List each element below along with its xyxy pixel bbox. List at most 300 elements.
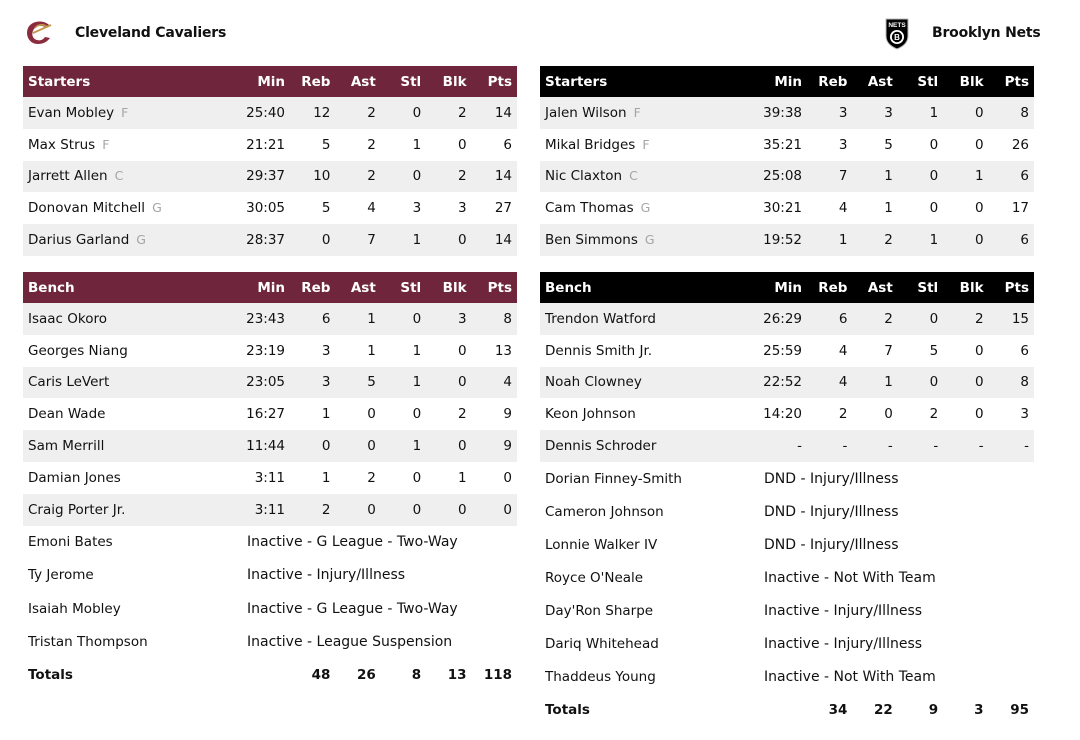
stat-reb: 4 (807, 335, 852, 367)
player-name-link[interactable]: Darius Garland (28, 232, 130, 249)
header-pts[interactable]: Pts (472, 272, 517, 303)
stat-ast: 1 (852, 367, 897, 399)
nets-shield-logo-icon (880, 16, 914, 50)
header-reb[interactable]: Reb (290, 272, 335, 303)
inactive-player-row (23, 559, 517, 592)
header-blk[interactable]: Blk (426, 66, 471, 97)
away-starters-header-row (540, 66, 1034, 97)
player-name-link[interactable]: Lonnie Walker IV (545, 536, 658, 553)
totals-ast: 22 (852, 694, 897, 727)
player-name-link[interactable]: Day'Ron Sharpe (545, 602, 654, 619)
stat-stl: 1 (381, 224, 426, 256)
player-cell (540, 661, 752, 694)
stat-blk: 0 (426, 494, 471, 526)
totals-min (752, 694, 807, 727)
player-row (23, 430, 517, 462)
player-cell (540, 462, 752, 495)
cavaliers-c-logo-icon (22, 16, 56, 50)
stat-pts: - (989, 430, 1034, 462)
stat-blk: 0 (426, 430, 471, 462)
inactive-player-row (540, 528, 1034, 561)
player-name-link[interactable]: Nic Claxton (545, 168, 623, 185)
stat-blk: 0 (426, 367, 471, 399)
away-bench-table (540, 272, 1034, 727)
inactive-status: Inactive - Not With Team (752, 661, 1034, 694)
header-ast[interactable]: Ast (852, 272, 897, 303)
stat-stl: 0 (381, 462, 426, 494)
player-row (540, 430, 1034, 462)
stat-min: 23:43 (235, 303, 290, 335)
player-name-link[interactable]: Trendon Watford (545, 310, 656, 327)
stat-min: 22:52 (752, 367, 807, 399)
home-team-name[interactable]: Cleveland Cavaliers (75, 25, 227, 41)
header-pts[interactable]: Pts (989, 66, 1034, 97)
player-name-link[interactable]: Caris LeVert (28, 374, 110, 391)
stat-min: 11:44 (235, 430, 290, 462)
header-min[interactable]: Min (752, 66, 807, 97)
player-name-link[interactable]: Georges Niang (28, 342, 128, 359)
stat-ast: 7 (852, 335, 897, 367)
player-cell (23, 161, 235, 193)
header-stl[interactable]: Stl (898, 272, 943, 303)
stat-min: 29:37 (235, 161, 290, 193)
player-cell (23, 559, 235, 592)
player-row (540, 129, 1034, 161)
stat-blk: 0 (426, 224, 471, 256)
stat-reb: 2 (807, 398, 852, 430)
player-row (23, 398, 517, 430)
player-name-link[interactable]: Jarrett Allen (28, 168, 108, 185)
player-cell (540, 129, 752, 161)
stat-pts: 27 (472, 192, 517, 224)
stat-pts: 13 (472, 335, 517, 367)
stat-blk: 0 (943, 129, 988, 161)
header-blk[interactable]: Blk (426, 272, 471, 303)
stat-min: 26:29 (752, 303, 807, 335)
player-name-link[interactable]: Cam Thomas (545, 200, 634, 217)
stat-stl: 2 (898, 398, 943, 430)
stat-reb: 3 (290, 335, 335, 367)
stat-min: 35:21 (752, 129, 807, 161)
stat-ast: 7 (335, 224, 380, 256)
stat-blk: 0 (426, 129, 471, 161)
stat-blk: 3 (426, 303, 471, 335)
player-row (23, 303, 517, 335)
stat-stl: 0 (898, 192, 943, 224)
stat-min: 28:37 (235, 224, 290, 256)
header-stl[interactable]: Stl (381, 272, 426, 303)
player-position: C (114, 168, 124, 184)
stat-ast: - (852, 430, 897, 462)
player-row (23, 192, 517, 224)
header-blk[interactable]: Blk (943, 272, 988, 303)
totals-pts: 118 (472, 658, 517, 691)
header-min[interactable]: Min (235, 272, 290, 303)
stat-min: 16:27 (235, 398, 290, 430)
totals-stl: 9 (898, 694, 943, 727)
inactive-status: Inactive - G League - Two-Way (235, 592, 517, 625)
header-bench: Bench (23, 272, 235, 303)
stat-min: 30:21 (752, 192, 807, 224)
stat-min: 25:59 (752, 335, 807, 367)
home-bench-header-row (23, 272, 517, 303)
inactive-player-row (540, 561, 1034, 594)
stat-pts: 6 (472, 129, 517, 161)
stat-min: 3:11 (235, 462, 290, 494)
stat-min: - (752, 430, 807, 462)
stat-blk: 0 (943, 97, 988, 129)
player-row (540, 335, 1034, 367)
stat-ast: 0 (335, 494, 380, 526)
player-cell (540, 528, 752, 561)
player-name-link[interactable]: Royce O'Neale (545, 569, 644, 586)
stat-ast: 3 (852, 97, 897, 129)
stat-pts: 8 (989, 367, 1034, 399)
stat-ast: 5 (335, 367, 380, 399)
stat-pts: 14 (472, 97, 517, 129)
header-reb[interactable]: Reb (807, 272, 852, 303)
stat-min: 25:40 (235, 97, 290, 129)
player-row (540, 303, 1034, 335)
stat-pts: 4 (472, 367, 517, 399)
totals-label: Totals (540, 694, 752, 727)
stat-pts: 0 (472, 494, 517, 526)
player-name-link[interactable]: Noah Clowney (545, 374, 642, 391)
player-name-link[interactable]: Dennis Smith Jr. (545, 342, 653, 359)
home-starters-header-row (23, 66, 517, 97)
stat-reb: - (807, 430, 852, 462)
player-cell (23, 224, 235, 256)
header-bench: Bench (540, 272, 752, 303)
header-ast[interactable]: Ast (852, 66, 897, 97)
inactive-status: Inactive - League Suspension (235, 625, 517, 658)
player-name-link[interactable]: Isaac Okoro (28, 310, 108, 327)
player-cell (540, 224, 752, 256)
player-name-link[interactable]: Isaiah Mobley (28, 600, 121, 617)
player-cell (23, 97, 235, 129)
stat-pts: 6 (989, 335, 1034, 367)
stat-stl: 5 (898, 335, 943, 367)
stat-ast: 2 (852, 303, 897, 335)
away-team-name[interactable]: Brooklyn Nets (932, 25, 1041, 41)
stat-reb: 0 (290, 224, 335, 256)
stat-pts: 0 (472, 462, 517, 494)
player-row (23, 129, 517, 161)
svg-text:B: B (894, 33, 900, 42)
stat-pts: 3 (989, 398, 1034, 430)
totals-label: Totals (23, 658, 235, 691)
stat-reb: 3 (290, 367, 335, 399)
player-position: G (644, 232, 655, 248)
player-row (23, 161, 517, 193)
stat-min: 39:38 (752, 97, 807, 129)
player-name-link[interactable]: Keon Johnson (545, 406, 636, 423)
stat-pts: 9 (472, 398, 517, 430)
player-row (540, 398, 1034, 430)
stat-min: 30:05 (235, 192, 290, 224)
inactive-status: DND - Injury/Illness (752, 462, 1034, 495)
totals-blk: 13 (426, 658, 471, 691)
stat-stl: 0 (898, 161, 943, 193)
inactive-status: Inactive - G League - Two-Way (235, 526, 517, 559)
stat-blk: 0 (943, 367, 988, 399)
stat-reb: 4 (807, 367, 852, 399)
player-cell (540, 335, 752, 367)
stat-min: 3:11 (235, 494, 290, 526)
inactive-status: Inactive - Injury/Illness (752, 594, 1034, 627)
header-min[interactable]: Min (235, 66, 290, 97)
away-team-header (880, 14, 1041, 52)
stat-blk: - (943, 430, 988, 462)
player-cell (540, 161, 752, 193)
stat-reb: 2 (290, 494, 335, 526)
inactive-player-row (540, 594, 1034, 627)
stat-reb: 3 (807, 97, 852, 129)
player-row (23, 335, 517, 367)
stat-blk: 0 (943, 224, 988, 256)
inactive-player-row (540, 495, 1034, 528)
stat-pts: 14 (472, 161, 517, 193)
stat-ast: 0 (335, 430, 380, 462)
stat-min: 19:52 (752, 224, 807, 256)
player-name-link[interactable]: Mikal Bridges (545, 136, 636, 153)
player-name-link[interactable]: Dorian Finney-Smith (545, 470, 682, 487)
inactive-player-row (23, 592, 517, 625)
inactive-player-row (23, 625, 517, 658)
stat-reb: 0 (290, 430, 335, 462)
stat-stl: 1 (898, 97, 943, 129)
stat-min: 23:19 (235, 335, 290, 367)
header-ast[interactable]: Ast (335, 272, 380, 303)
away-bench-header-row (540, 272, 1034, 303)
header-pts[interactable]: Pts (989, 272, 1034, 303)
stat-ast: 1 (852, 192, 897, 224)
stat-ast: 2 (335, 161, 380, 193)
stat-blk: 2 (426, 97, 471, 129)
stat-stl: - (898, 430, 943, 462)
home-starters-table (23, 66, 517, 256)
player-cell (23, 430, 235, 462)
stat-min: 25:08 (752, 161, 807, 193)
totals-reb: 48 (290, 658, 335, 691)
stat-stl: 0 (381, 303, 426, 335)
stat-ast: 2 (335, 97, 380, 129)
stat-ast: 2 (852, 224, 897, 256)
player-name-link[interactable]: Max Strus (28, 136, 96, 153)
player-name-link[interactable]: Craig Porter Jr. (28, 501, 126, 518)
player-cell (23, 494, 235, 526)
header-ast[interactable]: Ast (335, 66, 380, 97)
stat-pts: 6 (989, 161, 1034, 193)
inactive-status: Inactive - Injury/Illness (235, 559, 517, 592)
player-position: F (642, 136, 650, 152)
stat-stl: 1 (381, 129, 426, 161)
stat-stl: 0 (898, 367, 943, 399)
stat-reb: 10 (290, 161, 335, 193)
player-position: G (152, 200, 162, 216)
stat-ast: 1 (852, 161, 897, 193)
player-name-link[interactable]: Tristan Thompson (28, 633, 148, 650)
stat-stl: 0 (898, 129, 943, 161)
stat-blk: 2 (943, 303, 988, 335)
inactive-status: DND - Injury/Illness (752, 528, 1034, 561)
stat-blk: 0 (426, 335, 471, 367)
header-pts[interactable]: Pts (472, 66, 517, 97)
player-cell (540, 97, 752, 129)
stat-blk: 1 (426, 462, 471, 494)
player-cell (23, 625, 235, 658)
stat-blk: 0 (943, 398, 988, 430)
totals-row (23, 658, 517, 691)
stat-reb: 1 (807, 224, 852, 256)
player-position: F (121, 104, 129, 120)
stat-ast: 1 (335, 335, 380, 367)
inactive-status: Inactive - Injury/Illness (752, 627, 1034, 660)
player-row (23, 462, 517, 494)
player-cell (540, 192, 752, 224)
player-cell (23, 526, 235, 559)
player-cell (23, 462, 235, 494)
stat-reb: 5 (290, 129, 335, 161)
stat-stl: 0 (381, 97, 426, 129)
stat-reb: 7 (807, 161, 852, 193)
stat-blk: 3 (426, 192, 471, 224)
player-cell (540, 303, 752, 335)
stat-ast: 1 (335, 303, 380, 335)
stat-blk: 0 (943, 335, 988, 367)
header-starters: Starters (540, 66, 752, 97)
nets-logo-text: NETS (888, 22, 906, 29)
player-position: C (629, 168, 638, 184)
stat-stl: 0 (898, 303, 943, 335)
stat-pts: 17 (989, 192, 1034, 224)
player-row (540, 161, 1034, 193)
stat-stl: 1 (898, 224, 943, 256)
stat-min: 14:20 (752, 398, 807, 430)
inactive-player-row (23, 526, 517, 559)
stat-blk: 0 (943, 192, 988, 224)
player-position: F (633, 104, 641, 120)
stat-pts: 14 (472, 224, 517, 256)
stat-blk: 2 (426, 161, 471, 193)
player-name-link[interactable]: Thaddeus Young (545, 669, 656, 686)
stat-reb: 6 (807, 303, 852, 335)
stat-reb: 12 (290, 97, 335, 129)
stat-reb: 1 (290, 462, 335, 494)
header-starters: Starters (23, 66, 235, 97)
player-row (23, 97, 517, 129)
totals-min (235, 658, 290, 691)
totals-ast: 26 (335, 658, 380, 691)
away-starters-table (540, 66, 1034, 256)
header-reb[interactable]: Reb (290, 66, 335, 97)
player-name-link[interactable]: Ty Jerome (28, 567, 94, 584)
player-name-link[interactable]: Sam Merrill (28, 438, 105, 455)
inactive-player-row (540, 661, 1034, 694)
player-row (540, 192, 1034, 224)
player-name-link[interactable]: Dariq Whitehead (545, 636, 659, 652)
header-stl[interactable]: Stl (381, 66, 426, 97)
totals-reb: 34 (807, 694, 852, 727)
totals-blk: 3 (943, 694, 988, 727)
inactive-status: Inactive - Not With Team (752, 561, 1034, 594)
header-blk[interactable]: Blk (943, 66, 988, 97)
stat-ast: 0 (852, 398, 897, 430)
inactive-status: DND - Injury/Illness (752, 495, 1034, 528)
stat-reb: 4 (807, 192, 852, 224)
player-row (23, 367, 517, 399)
player-row (540, 367, 1034, 399)
stat-pts: 9 (472, 430, 517, 462)
stat-pts: 8 (989, 97, 1034, 129)
stat-reb: 3 (807, 129, 852, 161)
header-stl[interactable]: Stl (898, 66, 943, 97)
totals-row (540, 694, 1034, 727)
player-row (540, 224, 1034, 256)
player-name-link[interactable]: Ben Simmons (545, 232, 638, 249)
stat-stl: 1 (381, 335, 426, 367)
player-cell (540, 561, 752, 594)
player-name-link[interactable]: Emoni Bates (28, 534, 113, 551)
inactive-player-row (540, 627, 1034, 660)
player-name-link[interactable]: Dennis Schroder (545, 438, 657, 455)
stat-min: 23:05 (235, 367, 290, 399)
inactive-player-row (540, 462, 1034, 495)
player-cell (23, 398, 235, 430)
stat-stl: 3 (381, 192, 426, 224)
player-cell (23, 192, 235, 224)
player-cell (540, 627, 752, 660)
player-name-link[interactable]: Dean Wade (28, 406, 106, 423)
home-bench-table (23, 272, 517, 691)
player-cell (23, 335, 235, 367)
stat-ast: 2 (335, 462, 380, 494)
player-cell (540, 495, 752, 528)
player-name-link[interactable]: Donovan Mitchell (28, 200, 146, 217)
stat-blk: 2 (426, 398, 471, 430)
player-cell (540, 398, 752, 430)
player-row (23, 494, 517, 526)
player-cell (23, 303, 235, 335)
header-reb[interactable]: Reb (807, 66, 852, 97)
totals-pts: 95 (989, 694, 1034, 727)
home-team-header (22, 14, 226, 52)
stat-pts: 15 (989, 303, 1034, 335)
header-min[interactable]: Min (752, 272, 807, 303)
player-name-link[interactable]: Cameron Johnson (545, 503, 664, 520)
stat-stl: 1 (381, 430, 426, 462)
stat-min: 21:21 (235, 129, 290, 161)
totals-stl: 8 (381, 658, 426, 691)
player-position: G (640, 200, 651, 216)
stat-stl: 0 (381, 494, 426, 526)
player-name-link[interactable]: Evan Mobley (28, 104, 115, 121)
player-name-link[interactable]: Jalen Wilson (545, 104, 627, 121)
stat-reb: 6 (290, 303, 335, 335)
stat-ast: 4 (335, 192, 380, 224)
stat-pts: 8 (472, 303, 517, 335)
player-cell (540, 430, 752, 462)
stat-pts: 6 (989, 224, 1034, 256)
player-row (540, 97, 1034, 129)
stat-stl: 1 (381, 367, 426, 399)
stat-ast: 0 (335, 398, 380, 430)
player-cell (23, 367, 235, 399)
stat-stl: 0 (381, 161, 426, 193)
player-name-link[interactable]: Damian Jones (28, 469, 121, 486)
stat-ast: 2 (335, 129, 380, 161)
player-position: G (136, 232, 146, 248)
